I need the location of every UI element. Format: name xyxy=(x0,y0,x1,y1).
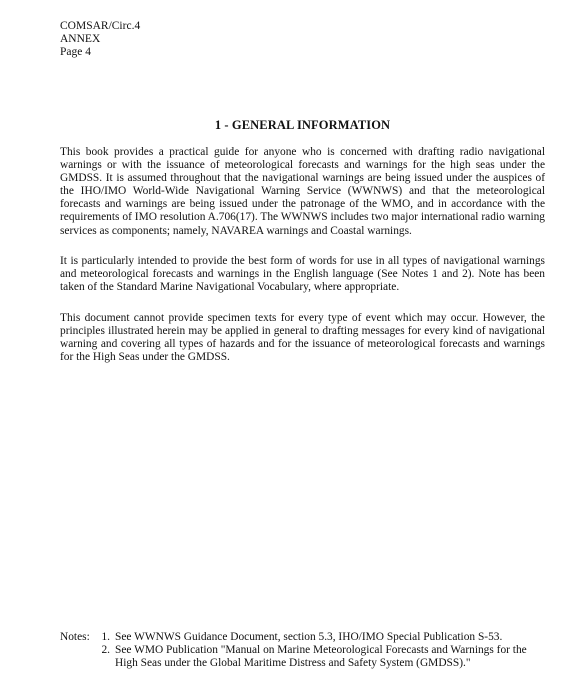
section-title: 1 - GENERAL INFORMATION xyxy=(214,118,391,132)
document-reference: COMSAR/Circ.4 xyxy=(60,20,141,32)
footnote-number: 1. xyxy=(101,631,110,643)
page-number: Page 4 xyxy=(60,46,91,58)
footnotes xyxy=(60,631,550,670)
footnote-text: See WWNWS Guidance Document, section 5.3, IHO/IMO Special Publication S-53. xyxy=(115,631,503,643)
paragraph-1: This book provides a practical guide for anyone who is concerned with drafting radio navigational warnings or with the issuance of meteorological forecasts and warnings for the high seas under the GMDSS. It is assumed throughout that the navigational warnings are being issued under the auspices of the IHO/IMO World-Wide Navigational Warning Service (WWNWS) and that the meteorological forecasts and warnings are being issued under the patronage of the WMO, and in accordance with the requirements of IMO resolution A.706(17). The WWNWS includes two major international radio warning services as components; namely, NAVAREA warnings and Coastal warnings. xyxy=(60,146,545,237)
paragraph-2: It is particularly intended to provide the best form of words for use in all types of navigational warnings and meteorological forecasts and warnings in the English language (See Notes 1 and 2). Note has been taken of the Standard Marine Navigational Vocabulary, where appropriate. xyxy=(60,255,545,294)
document-header xyxy=(60,20,140,59)
footnote-1 xyxy=(60,631,550,644)
annex-label: ANNEX xyxy=(60,33,101,45)
notes-label: Notes: xyxy=(60,631,90,643)
paragraph-3: This document cannot provide specimen texts for every type of event which may occur. However, the principles illustrated herein may be applied in general to drafting messages for every kind of navigational warning and covering all types of hazards and for the issuance of meteorological forecasts and warnings for the High Seas under the GMDSS. xyxy=(60,312,545,364)
footnote-text: See WMO Publication "Manual on Marine Meteorological Forecasts and Warnings for the High Seas under the Global Maritime Distress and Safety System (GMDSS)." xyxy=(115,644,527,670)
footnote-number: 2. xyxy=(101,644,110,657)
footnote-2 xyxy=(60,644,550,670)
